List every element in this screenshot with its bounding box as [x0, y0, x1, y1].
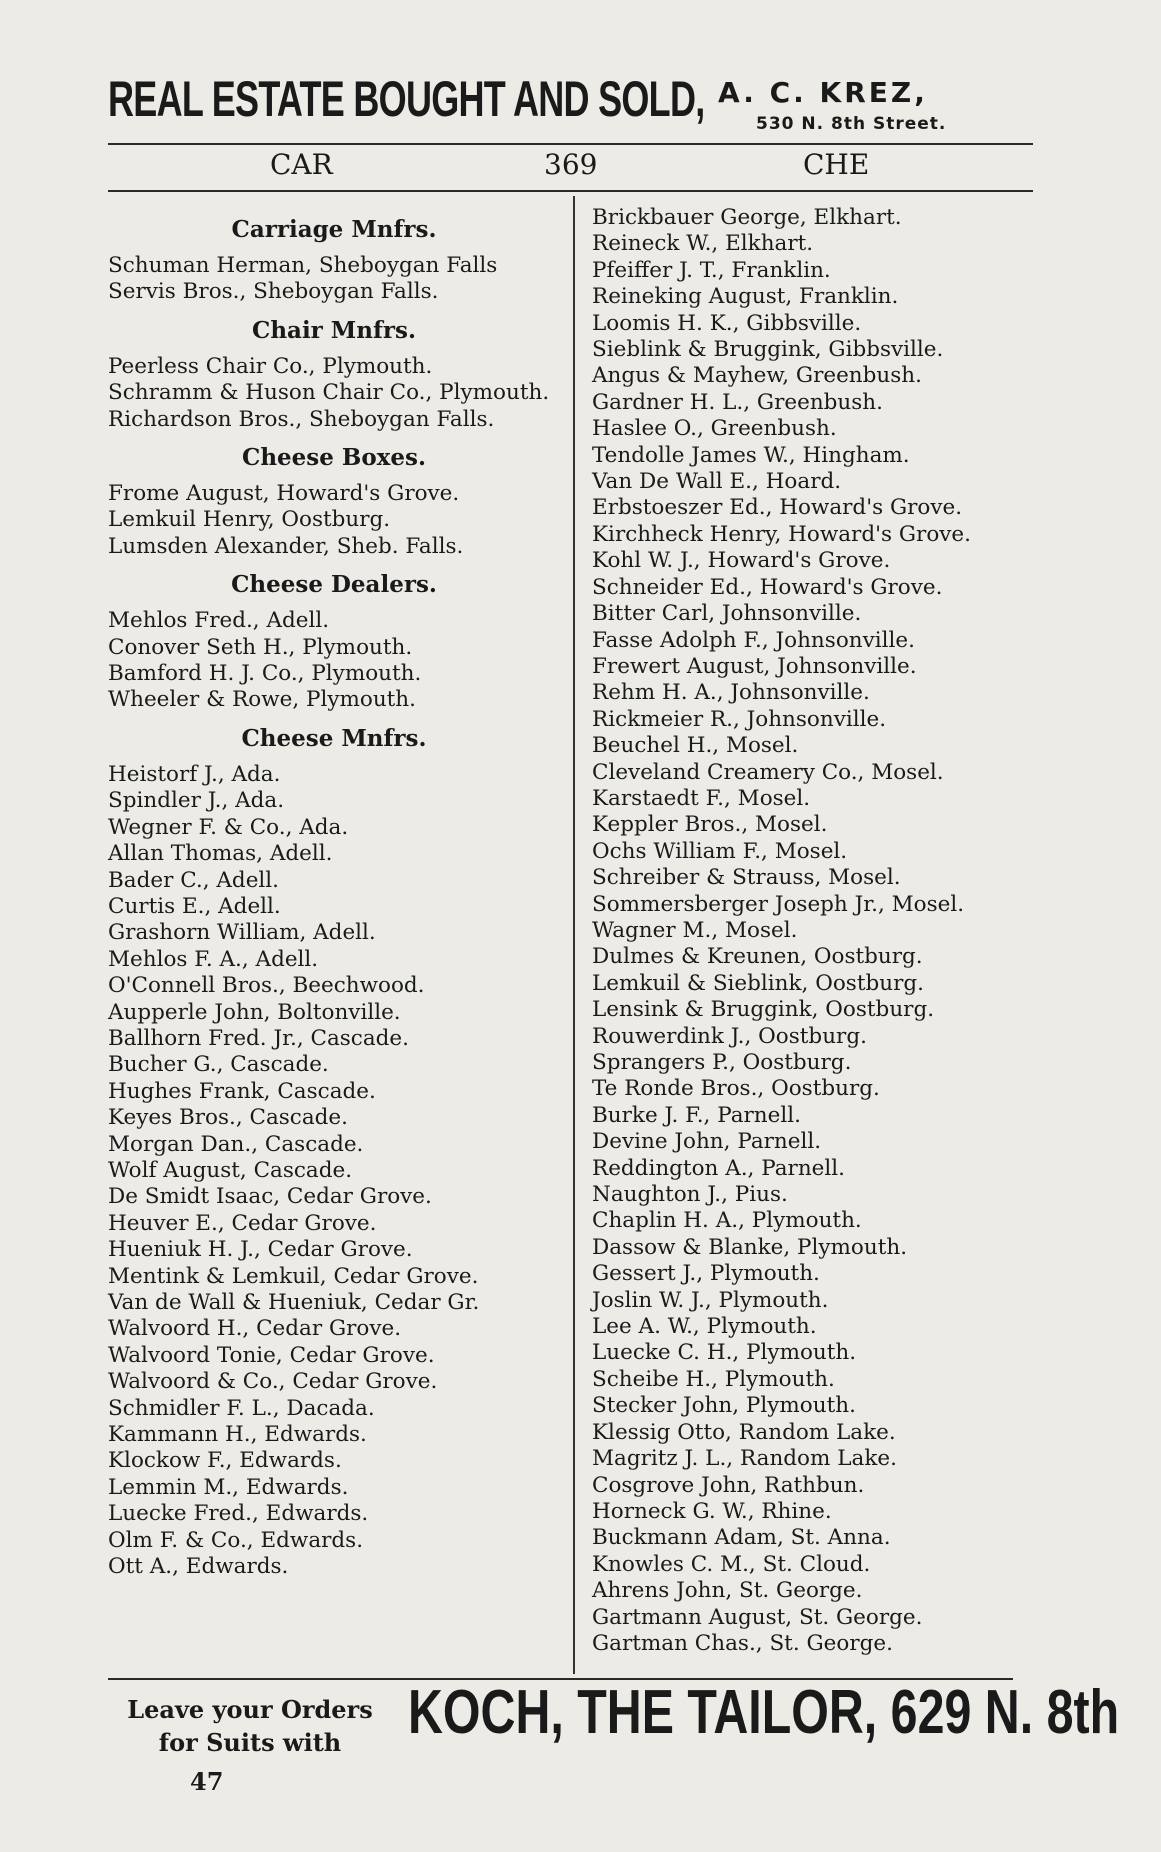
directory-entry: Bamford H. J. Co., Plymouth.	[108, 661, 422, 687]
directory-entry: Richardson Bros., Sheboygan Falls.	[108, 406, 495, 432]
directory-entry: O'Connell Bros., Beechwood.	[108, 973, 425, 999]
directory-entry: Aupperle John, Boltonville.	[108, 999, 401, 1025]
directory-entry: Heistorf J., Ada.	[108, 761, 281, 787]
directory-entry: Schramm & Huson Chair Co., Plymouth.	[108, 380, 550, 406]
directory-entry: Sprangers P., Oostburg.	[592, 1050, 852, 1075]
directory-entry: Hughes Frank, Cascade.	[108, 1078, 376, 1104]
directory-entry: Reineck W., Elkhart.	[592, 231, 814, 257]
ad-slogan: REAL ESTATE BOUGHT AND SOLD,	[108, 71, 705, 127]
directory-entry: Scheibe H., Plymouth.	[592, 1366, 835, 1392]
directory-entry: Lensink & Bruggink, Oostburg.	[592, 997, 935, 1023]
right-column	[592, 205, 1062, 1657]
directory-entry: Devine John, Parnell.	[592, 1129, 822, 1155]
category-heading: Carriage Mnfrs.	[231, 216, 437, 243]
directory-entry: Brickbauer George, Elkhart.	[592, 205, 902, 230]
directory-entry: Fasse Adolph F., Johnsonville.	[592, 627, 915, 653]
column-divider	[573, 196, 575, 1674]
directory-entry: Ballhorn Fred. Jr., Cascade.	[108, 1025, 409, 1051]
directory-entry: Schreiber & Strauss, Mosel.	[592, 865, 901, 891]
directory-entry: Schuman Herman, Sheboygan Falls	[108, 253, 498, 278]
page-number: 47	[190, 1767, 224, 1796]
directory-entry: De Smidt Isaac, Cedar Grove.	[108, 1184, 432, 1210]
directory-entry: Stecker John, Plymouth.	[592, 1393, 856, 1419]
directory-entry: Burke J. F., Parnell.	[592, 1102, 801, 1128]
header-rule-bottom	[108, 190, 1033, 192]
directory-entry: Luecke C. H., Plymouth.	[592, 1340, 857, 1366]
directory-entry: Te Ronde Bros., Oostburg.	[592, 1076, 880, 1102]
category-heading: Chair Mnfrs.	[252, 316, 416, 344]
directory-entry: Spindler J., Ada.	[108, 788, 285, 814]
directory-entry: Schneider Ed., Howard's Grove.	[592, 574, 943, 600]
directory-entry: Bucher G., Cascade.	[108, 1052, 329, 1078]
category-heading: Cheese Mnfrs.	[241, 724, 427, 752]
directory-entry: Rehm H. A., Johnsonville.	[592, 680, 870, 706]
directory-entry: Wagner M., Mosel.	[592, 917, 798, 943]
header-advertisement	[108, 70, 1038, 142]
directory-entry: Luecke Fred., Edwards.	[108, 1501, 369, 1527]
directory-entry: Klockow F., Edwards.	[108, 1448, 342, 1474]
directory-entry: Bader C., Adell.	[108, 867, 280, 893]
ad-tailor-name: KOCH, THE TAILOR, 629 N. 8th	[408, 1678, 1120, 1747]
directory-entry: Heuver E., Cedar Grove.	[108, 1210, 377, 1236]
directory-entry: Van De Wall E., Hoard.	[592, 469, 842, 495]
directory-entry: Bitter Carl, Johnsonville.	[592, 601, 862, 627]
ad-lead-text	[90, 1693, 410, 1759]
directory-entry: Grashorn William, Adell.	[108, 920, 376, 946]
directory-entry: Magritz J. L., Random Lake.	[592, 1446, 897, 1472]
directory-entry: Karstaedt F., Mosel.	[592, 785, 811, 811]
directory-entry: Rickmeier R., Johnsonville.	[592, 706, 887, 732]
directory-entry: Knowles C. M., St. Cloud.	[592, 1551, 871, 1577]
directory-entry: Gartman Chas., St. George.	[592, 1630, 893, 1656]
directory-entry: Walvoord Tonie, Cedar Grove.	[108, 1342, 435, 1368]
directory-entry: Rouwerdink J., Oostburg.	[592, 1023, 867, 1049]
directory-entry: Mehlos Fred., Adell.	[108, 608, 330, 634]
ad-lead-line-1: Leave your Orders	[127, 1695, 373, 1724]
category-heading: Cheese Boxes.	[242, 444, 426, 472]
directory-entry: Lemkuil & Sieblink, Oostburg.	[592, 970, 924, 996]
directory-entry: Horneck G. W., Rhine.	[592, 1498, 832, 1524]
directory-entry: Naughton J., Pius.	[592, 1182, 788, 1208]
directory-entry: Erbstoeszer Ed., Howard's Grove.	[592, 495, 963, 521]
ad-lead-line-2: for Suits with	[158, 1728, 342, 1757]
directory-entry: Cleveland Creamery Co., Mosel.	[592, 759, 944, 785]
directory-entry: Kohl W. J., Howard's Grove.	[592, 548, 891, 574]
directory-entry: Conover Seth H., Plymouth.	[108, 634, 413, 660]
category-heading: Cheese Dealers.	[231, 571, 437, 599]
left-column	[108, 205, 560, 1580]
directory-entry: Lemmin M., Edwards.	[108, 1474, 349, 1500]
directory-entry: Lee A. W., Plymouth.	[592, 1314, 817, 1340]
directory-entry: Sieblink & Bruggink, Gibbsville.	[592, 337, 944, 363]
directory-entry: Wheeler & Rowe, Plymouth.	[108, 687, 416, 713]
directory-entry: Kirchheck Henry, Howard's Grove.	[592, 521, 971, 547]
directory-entry: Curtis E., Adell.	[108, 893, 281, 919]
directory-entry: Mehlos F. A., Adell.	[108, 946, 319, 972]
directory-entry: Frewert August, Johnsonville.	[592, 653, 917, 679]
directory-entry: Joslin W. J., Plymouth.	[592, 1287, 829, 1313]
directory-entry: Klessig Otto, Random Lake.	[592, 1419, 896, 1445]
directory-entry: Beuchel H., Mosel.	[592, 733, 799, 759]
directory-entry: Gessert J., Plymouth.	[592, 1261, 820, 1287]
directory-entry: Mentink & Lemkuil, Cedar Grove.	[108, 1263, 479, 1289]
directory-entry: Olm F. & Co., Edwards.	[108, 1527, 364, 1553]
directory-entry: Dulmes & Kreunen, Oostburg.	[592, 944, 923, 970]
directory-entry: Allan Thomas, Adell.	[108, 841, 333, 867]
directory-entry: Reineking August, Franklin.	[592, 284, 899, 310]
directory-entry: Wegner F. & Co., Ada.	[108, 814, 349, 840]
directory-entry: Frome August, Howard's Grove.	[108, 481, 460, 507]
directory-entry: Ochs William F., Mosel.	[592, 838, 848, 864]
directory-entry: Keyes Bros., Cascade.	[108, 1105, 348, 1131]
directory-entry: Wolf August, Cascade.	[108, 1157, 353, 1183]
directory-entry: Peerless Chair Co., Plymouth.	[108, 353, 433, 379]
directory-entry: Keppler Bros., Mosel.	[592, 812, 828, 838]
directory-entry: Lemkuil Henry, Oostburg.	[108, 507, 391, 533]
directory-entry: Gartmann August, St. George.	[592, 1604, 923, 1630]
directory-entry: Buckmann Adam, St. Anna.	[592, 1525, 891, 1551]
directory-entry: Schmidler F. L., Dacada.	[108, 1395, 375, 1421]
directory-entry: Chaplin H. A., Plymouth.	[592, 1208, 862, 1234]
directory-entry: Cosgrove John, Rathbun.	[592, 1472, 865, 1498]
running-head-left: CAR	[270, 148, 333, 181]
running-head-page: 369	[544, 148, 598, 181]
ad-agent-address: 530 N. 8th Street.	[756, 114, 947, 134]
directory-entry: Dassow & Blanke, Plymouth.	[592, 1234, 908, 1260]
directory-entry: Walvoord & Co., Cedar Grove.	[108, 1369, 438, 1395]
directory-entry: Reddington A., Parnell.	[592, 1155, 845, 1181]
directory-entry: Tendolle James W., Hingham.	[592, 442, 910, 468]
directory-entry: Hueniuk H. J., Cedar Grove.	[108, 1237, 413, 1263]
directory-entry: Van de Wall & Hueniuk, Cedar Gr.	[108, 1290, 480, 1315]
directory-entry: Pfeiffer J. T., Franklin.	[592, 257, 831, 283]
directory-entry: Lumsden Alexander, Sheb. Falls.	[108, 533, 464, 559]
directory-entry: Sommersberger Joseph Jr., Mosel.	[592, 891, 965, 917]
directory-entry: Ott A., Edwards.	[108, 1554, 289, 1580]
footer-advertisement	[90, 1678, 1120, 1805]
directory-entry: Servis Bros., Sheboygan Falls.	[108, 279, 439, 305]
directory-entry: Haslee O., Greenbush.	[592, 416, 837, 442]
running-head-right: CHE	[803, 148, 870, 181]
directory-entry: Ahrens John, St. George.	[592, 1578, 863, 1604]
directory-entry: Walvoord H., Cedar Grove.	[108, 1316, 402, 1342]
directory-entry: Angus & Mayhew, Greenbush.	[592, 363, 922, 389]
ad-agent-name: A. C. KREZ,	[718, 76, 928, 109]
directory-entry: Gardner H. L., Greenbush.	[592, 389, 883, 415]
directory-entry: Loomis H. K., Gibbsville.	[592, 310, 862, 336]
directory-entry: Morgan Dan., Cascade.	[108, 1131, 364, 1157]
directory-entry: Kammann H., Edwards.	[108, 1422, 367, 1448]
header-rule-top	[108, 143, 1033, 145]
